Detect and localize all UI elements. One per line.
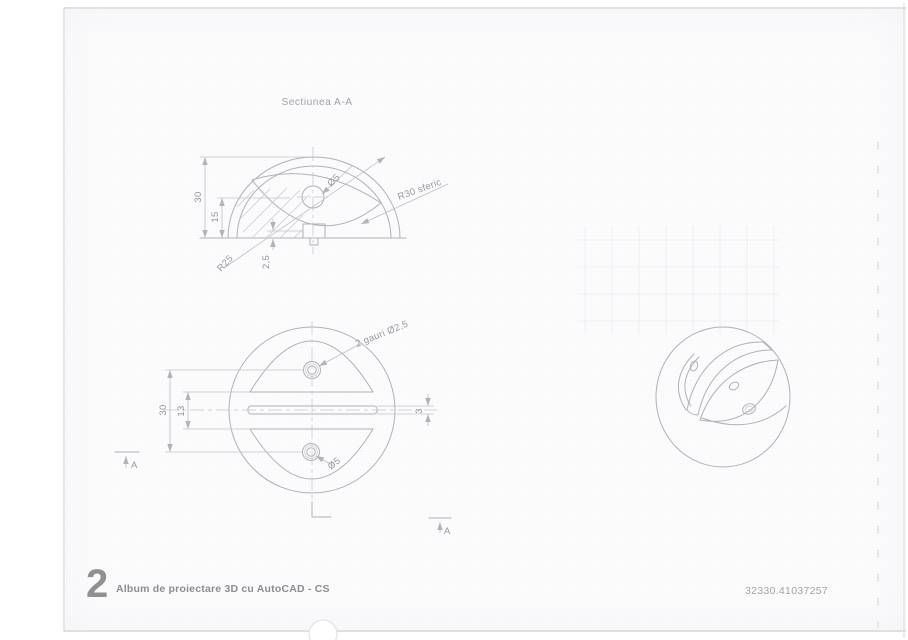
bleed-through-grid — [578, 226, 780, 334]
dim-height-15: 15 — [210, 211, 221, 223]
plan-dimensions — [158, 370, 434, 452]
label-hole-dia5: Ø5 — [325, 172, 343, 190]
plan-labels — [316, 319, 410, 473]
label-radius-r30-spherical: R30 sferic — [396, 176, 444, 203]
dim-inner-13: 13 — [176, 405, 187, 417]
iso-far-face-sliver — [678, 354, 699, 410]
label-counterbore-dia5: Ø5 — [325, 455, 344, 473]
label-two-holes-dia2-5: 2 gauri Ø2,5 — [354, 318, 410, 350]
section-view — [193, 97, 448, 274]
iso-small-hole — [728, 380, 740, 391]
section-labels — [215, 157, 448, 274]
dim-height-30: 30 — [193, 191, 204, 203]
album-title: Album de proiectare 3D cu AutoCAD - CS — [116, 583, 330, 595]
catalog-number: 32330.41037257 — [745, 585, 829, 597]
dim-spacing-30: 30 — [158, 404, 169, 416]
section-letter-left: A — [131, 460, 138, 471]
plan-view — [115, 319, 451, 537]
section-title: Sectiunea A-A — [281, 97, 353, 108]
dim-slot-3: 3 — [414, 408, 425, 414]
binder-thumb-hole — [309, 620, 337, 640]
section-counterbore — [303, 224, 325, 245]
plan-bottom-hole-inner — [307, 448, 315, 456]
section-letter-right: A — [444, 526, 451, 537]
hatch-lines — [237, 188, 309, 238]
label-radius-r25: R25 — [215, 253, 236, 275]
page-number: 2 — [86, 562, 109, 606]
isometric-view — [656, 327, 790, 467]
cutting-plane-marks — [115, 452, 451, 537]
dim-depth-2-5: 2,5 — [261, 254, 272, 270]
iso-slot — [687, 342, 772, 415]
iso-dish-face — [700, 360, 786, 425]
page-footer — [86, 562, 828, 606]
